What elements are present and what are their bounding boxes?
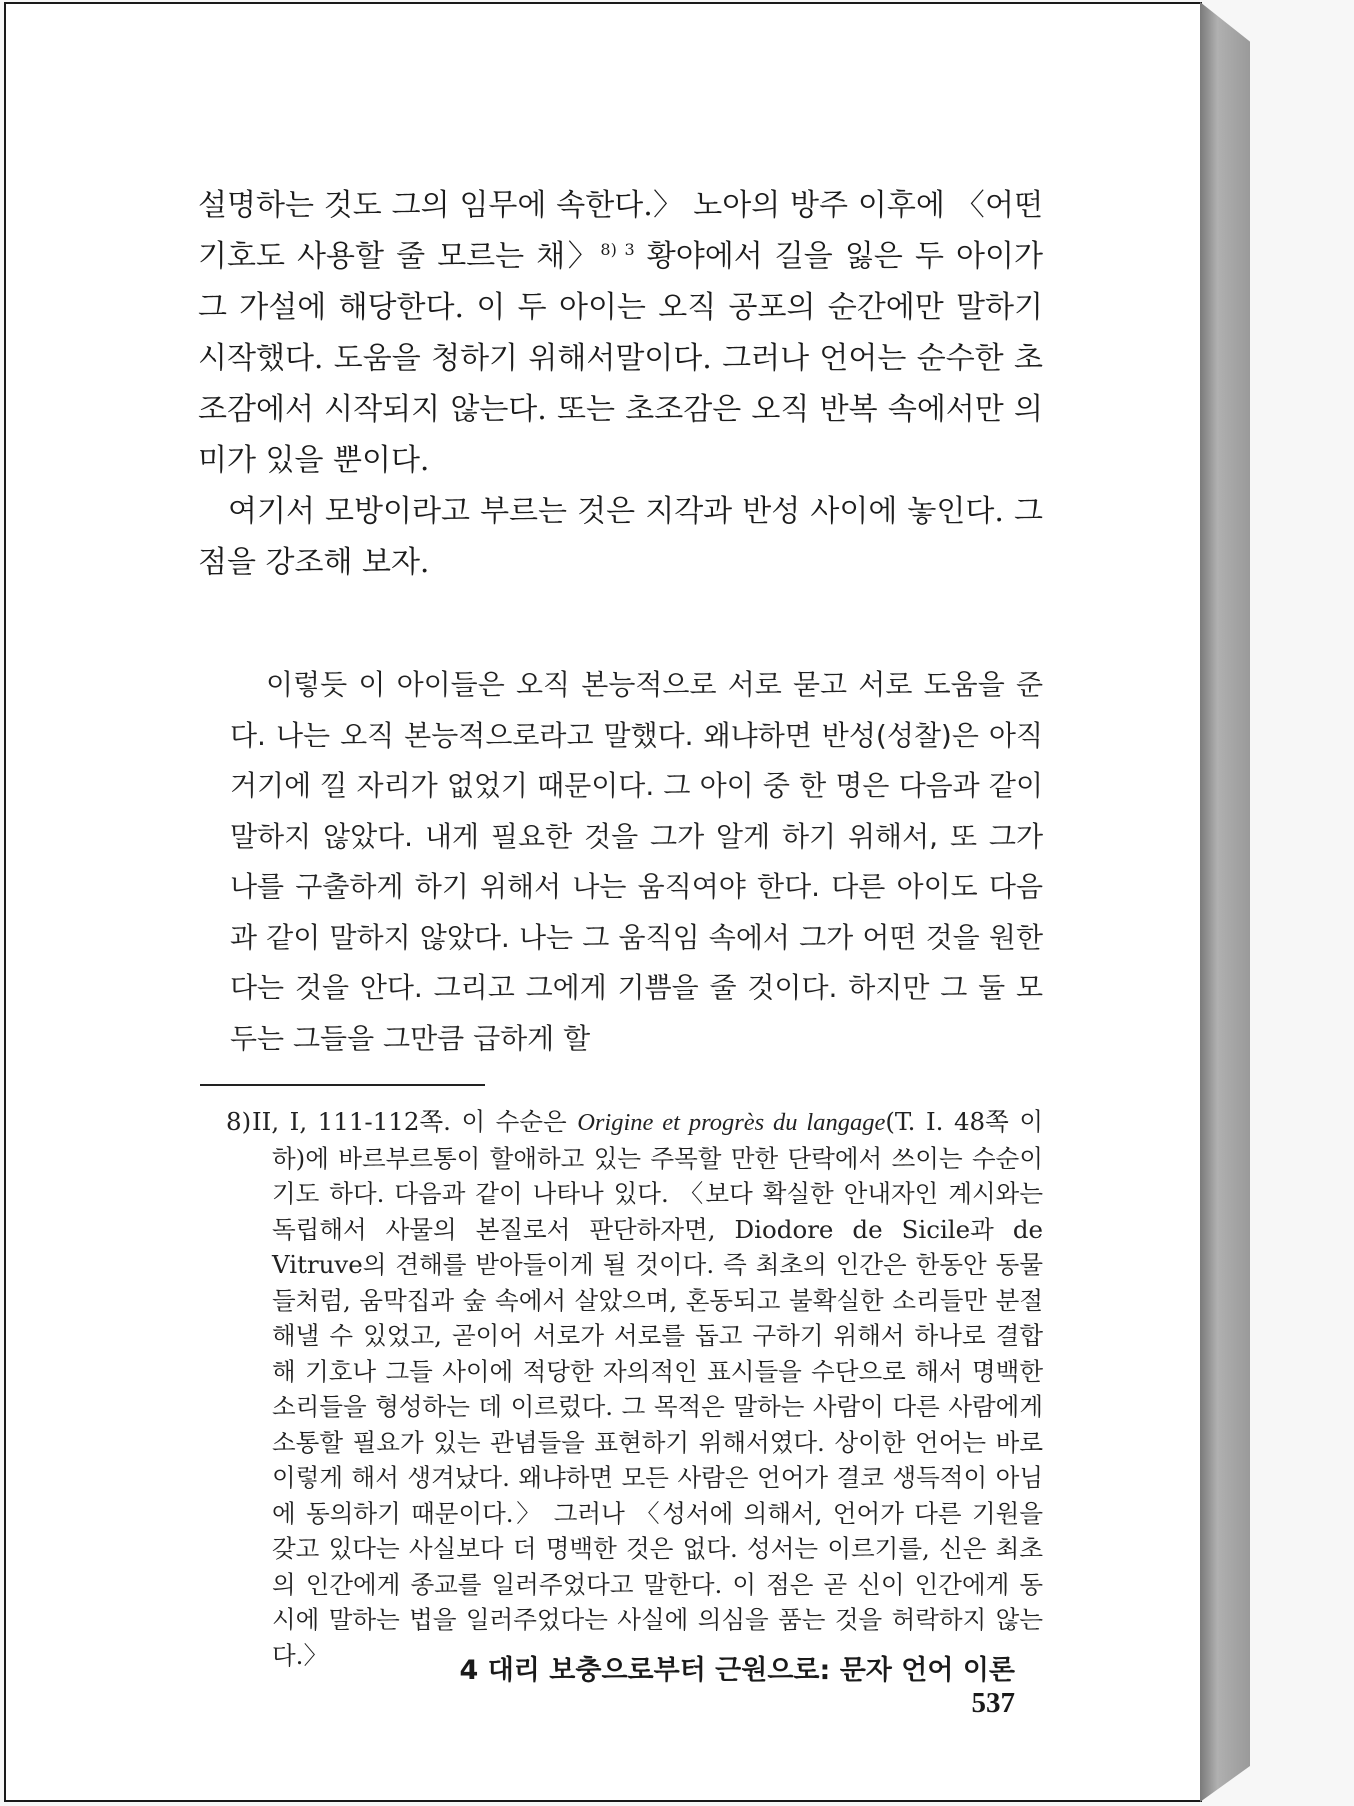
running-footer bbox=[450, 1648, 1015, 1720]
footnote-number: 8) bbox=[226, 1107, 252, 1136]
footnote-separator bbox=[200, 1084, 485, 1086]
footnote-8 bbox=[198, 1104, 1043, 1673]
paragraph-2: 여기서 모방이라고 부르는 것은 지각과 반성 사이에 놓인다. 그 점을 강조해 보자. bbox=[198, 494, 1043, 580]
block-quote-text: 이렇듯 이 아이들은 오직 본능적으로 서로 묻고 서로 도움을 준다. 나는 오직 본능적으로라고 말했다. 왜냐하면 반성(성찰)은 아직 거기에 낄 자리가 없었기 때문이다. 그 아이 중 한 명은 다음과 같이 말하지 않았다. 내게 필요한 것을 그가 알게 하기 위해서, 또 그가 나를 구출하게 하기 위해서 나는 움직여야 한다. 다른 아이도 다음과 같이 말하지 않았다. 나는 그 움직임 속에서 그가 어떤 것을 원한다는 것을 안다. 그리고 그에게 기쁨을 줄 것이다. 하지만 그 둘 모두는 그들을 그만큼 급하게 할 bbox=[230, 668, 1043, 1055]
page-edge-shadow bbox=[1200, 2, 1250, 1802]
page-content bbox=[198, 180, 1043, 1673]
chapter-title: 4 대리 보충으로부터 근원으로: 문자 언어 이론 bbox=[459, 1655, 1015, 1686]
footnote-ref-8[interactable]: 8) 3 bbox=[600, 240, 635, 259]
footnote-book-title: Origine et progrès du langage bbox=[577, 1109, 886, 1136]
footnote-body: II, I, 111-112쪽. 이 수순은 Origine et progrès du langage(T. I. 48쪽 이하)에 바르부르통이 할애하고 있는 주목할 만한 단락에서 쓰이는 수순이기도 하다. 다음과 같이 나타나 있다. 〈보다 확실한 안내자인 계시와는 독립해서 사물의 본질로서 판단하자면, Diodore de Sicile과 de Vitruve의 견해를 받아들이게 될 것이다. 즉 최초의 인간은 한동안 동물들처럼, 움막집과 숲 속에서 살았으며, 혼동되고 불확실한 소리들만 분절해낼 수 있었고, 곧이어 서로가 서로를 돕고 구하기 위해서 하나로 결합해 기호나 그들 사이에 적당한 자의적인 표시들을 수단으로 해서 명백한 소리들을 형성하는 데 이르렀다. 그 목적은 말하는 사람이 다른 사람에게 소통할 필요가 있는 관념들을 표현하기 위해서였다. 상이한 언어는 바로 이렇게 해서 생겨났다. 왜냐하면 모든 사람은 언어가 결코 생득적이 아님에 동의하기 때문이다.〉 그러나 〈성서에 의해서, 언어가 다른 기원을 갖고 있다는 사실보다 더 명백한 것은 없다. 성서는 이르기를, 신은 최초의 인간에게 종교를 일러주었다고 말한다. 이 점은 곧 신이 인간에게 동시에 말하는 법을 일러주었다는 사실에 의심을 품는 것을 허락하지 않는다.〉 bbox=[252, 1107, 1043, 1670]
block-quote bbox=[230, 660, 1043, 1064]
page-number: 537 bbox=[971, 1687, 1015, 1719]
paragraph-1: 설명하는 것도 그의 임무에 속한다.〉 노아의 방주 이후에 〈어떤 기호도 사용할 줄 모르는 채〉$^{8) 3}$ 황야에서 길을 잃은 두 아이가 그 가설에 해당한다. 이 두 아이는 오직 공포의 순간에만 말하기 시작했다. 도움을 청하기 위해서말이다. 그러나 언어는 순수한 초조감에서 시작되지 않는다. 또는 초조감은 오직 반복 속에서만 의미가 있을 뿐이다. bbox=[198, 188, 1043, 478]
